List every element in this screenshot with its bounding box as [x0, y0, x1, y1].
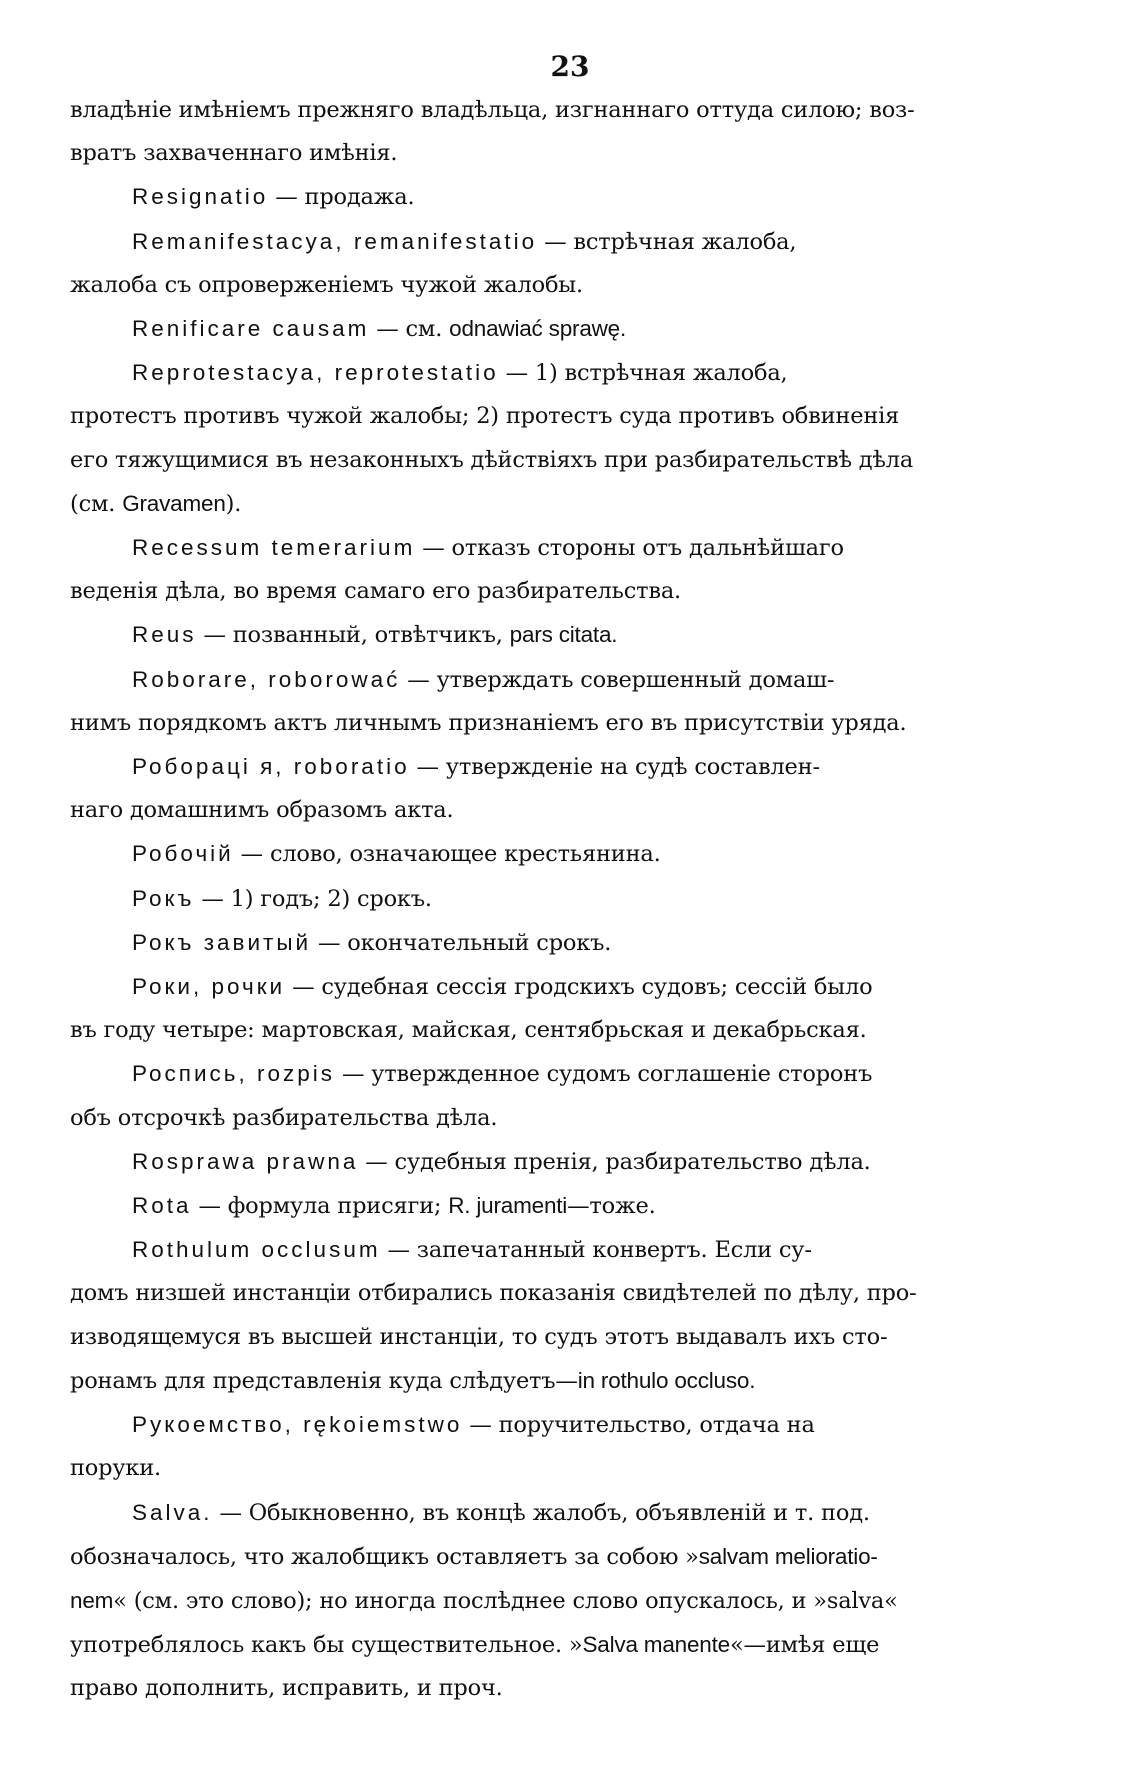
text-segment: — утвержденіе на судѣ составлен- [409, 754, 820, 781]
text-segment: — 1) годъ; 2) срокъ. [194, 885, 432, 912]
text-line [70, 1447, 1070, 1490]
text-segment: « (см. это слово); но иногда послѣднее слово опускалось, и »salva« [113, 1587, 898, 1614]
headword: Recessum temerarium [132, 535, 416, 561]
text-line [70, 482, 1070, 526]
text-segment: ). [225, 490, 242, 517]
text-line [70, 1667, 1070, 1710]
text-line [70, 921, 1070, 965]
headword: Salva. [132, 1499, 213, 1525]
text-line [70, 395, 1070, 438]
text-line [70, 702, 1070, 745]
text-line [70, 439, 1070, 482]
text-segment: веденія дѣла, во время самаго его разбирательства. [70, 578, 681, 605]
text-segment: (см. [70, 490, 123, 517]
latin-term: Gravamen [122, 490, 226, 516]
text-line [70, 570, 1070, 613]
latin-term: R. juramenti [448, 1193, 568, 1219]
text-line [70, 1579, 1070, 1623]
text-line [70, 1403, 1070, 1447]
text-segment: вратъ захваченнаго имѣнія. [70, 140, 398, 167]
headword: Reprotestacya, reprotestatio [132, 360, 499, 386]
headword: Roborare, roborować [132, 666, 401, 692]
text-line [70, 132, 1070, 175]
text-line [70, 89, 1070, 132]
text-segment: поруки. [70, 1455, 161, 1482]
text-line [70, 351, 1070, 395]
latin-term: odnawiać sprawę. [449, 316, 627, 342]
text-segment: протестъ противъ чужой жалобы; 2) протестъ суда противъ обвиненія [70, 403, 900, 430]
text-line [70, 1359, 1070, 1403]
text-segment: — отказъ стороны отъ дальнѣйшаго [415, 535, 844, 562]
headword: Роспись, rozpis [132, 1061, 336, 1087]
latin-term: in rothulo occluso. [577, 1367, 756, 1393]
text-line [70, 307, 1070, 351]
text-segment: наго домашнимъ образомъ акта. [70, 797, 454, 824]
headword: Remanifestacya, remanifestatio [132, 228, 538, 254]
text-line [70, 745, 1070, 789]
text-segment: — утверждать совершенный домаш- [400, 666, 835, 693]
headword: Renificare causam [132, 316, 370, 342]
text-line [70, 1184, 1070, 1228]
text-segment: нимъ порядкомъ актъ личнымъ признаніемъ его въ присутствіи уряда. [70, 709, 907, 736]
text-segment: — позванный, отвѣтчикъ, [196, 622, 510, 649]
latin-term: nem [70, 1587, 114, 1613]
text-line [70, 965, 1070, 1009]
text-segment: употреблялось какъ бы существительное. » [70, 1632, 583, 1659]
text-line [70, 1535, 1070, 1579]
text-segment: — встрѣчная жалоба, [537, 228, 797, 255]
text-segment: «—имѣя еще [729, 1632, 880, 1659]
headword: Rosprawa prawna [132, 1148, 359, 1174]
text-line [70, 1623, 1070, 1667]
dictionary-text [70, 89, 1070, 1711]
text-segment: въ году четыре: мартовская, майская, сентябрьская и декабрьская. [70, 1017, 867, 1044]
text-line [70, 1228, 1070, 1272]
text-segment: — см. [369, 316, 450, 343]
text-segment: — Обыкновенно, въ концѣ жалобъ, объявленій и т. под. [212, 1499, 870, 1526]
text-segment: обозначалось, что жалобщикъ оставляетъ за собою » [70, 1543, 699, 1570]
headword: Reus [132, 622, 197, 648]
text-segment: — утвержденное судомъ соглашеніе сторонъ [335, 1061, 873, 1088]
text-segment: домъ низшей инстанціи отбирались показанія свидѣтелей по дѣлу, про- [70, 1280, 917, 1307]
headword: Робораці я, roboratio [132, 754, 410, 780]
text-line [70, 1491, 1070, 1535]
text-line [70, 1097, 1070, 1140]
text-segment: ронамъ для представленія куда слѣдуетъ— [70, 1367, 578, 1394]
headword: Рокъ завитый [132, 929, 312, 955]
text-line [70, 832, 1070, 876]
headword: Робочій [132, 841, 234, 867]
text-segment: — судебная сессія гродскихъ судовъ; сессій было [285, 974, 873, 1001]
latin-term: pars citata. [509, 622, 618, 648]
text-segment: —тоже. [567, 1193, 656, 1220]
text-segment: — запечатанный конвертъ. Если су- [380, 1237, 812, 1264]
text-segment: право дополнить, исправить, и проч. [70, 1675, 503, 1702]
text-segment: жалоба съ опроверженіемъ чужой жалобы. [70, 271, 583, 298]
headword: Роки, рочки [132, 974, 286, 1000]
text-line [70, 526, 1070, 570]
text-line [70, 789, 1070, 832]
latin-term: salvam melioratio- [698, 1543, 878, 1569]
text-line [70, 658, 1070, 702]
text-segment: — поручительство, отдача на [462, 1412, 815, 1439]
text-segment: объ отсрочкѣ разбирательства дѣла. [70, 1104, 498, 1131]
text-line [70, 877, 1070, 921]
text-line [70, 1272, 1070, 1315]
text-segment: изводящемуся въ высшей инстанціи, то судъ этотъ выдавалъ ихъ сто- [70, 1323, 888, 1350]
headword: Rota [132, 1193, 192, 1219]
text-segment: — формула присяги; [191, 1193, 449, 1220]
page-number: 23 [550, 50, 590, 83]
headword: Rothulum occlusum [132, 1237, 381, 1263]
text-segment: — продажа. [268, 184, 415, 211]
headword: Рукоемство, rękoiemstwo [132, 1412, 463, 1438]
text-line [70, 613, 1070, 657]
text-line [70, 1009, 1070, 1052]
headword: Resignatio [132, 184, 269, 210]
text-segment: его тяжущимися въ незаконныхъ дѣйствіяхъ при разбирательствѣ дѣла [70, 446, 914, 473]
text-segment: — слово, означающее крестьянина. [233, 841, 661, 868]
text-segment: — судебныя пренія, разбирательство дѣла. [358, 1148, 871, 1175]
text-segment: владѣніе имѣніемъ прежняго владѣльца, изгнаннаго оттуда силою; воз- [70, 97, 915, 123]
text-segment: — окончательный срокъ. [311, 929, 612, 956]
text-line [70, 175, 1070, 219]
text-segment: — 1) встрѣчная жалоба, [498, 360, 788, 387]
text-line [70, 1140, 1070, 1184]
text-line [70, 264, 1070, 307]
text-line [70, 1316, 1070, 1359]
latin-term: Salva manente [582, 1632, 730, 1658]
headword: Рокъ [132, 885, 195, 911]
text-line [70, 220, 1070, 264]
text-line [70, 1052, 1070, 1096]
